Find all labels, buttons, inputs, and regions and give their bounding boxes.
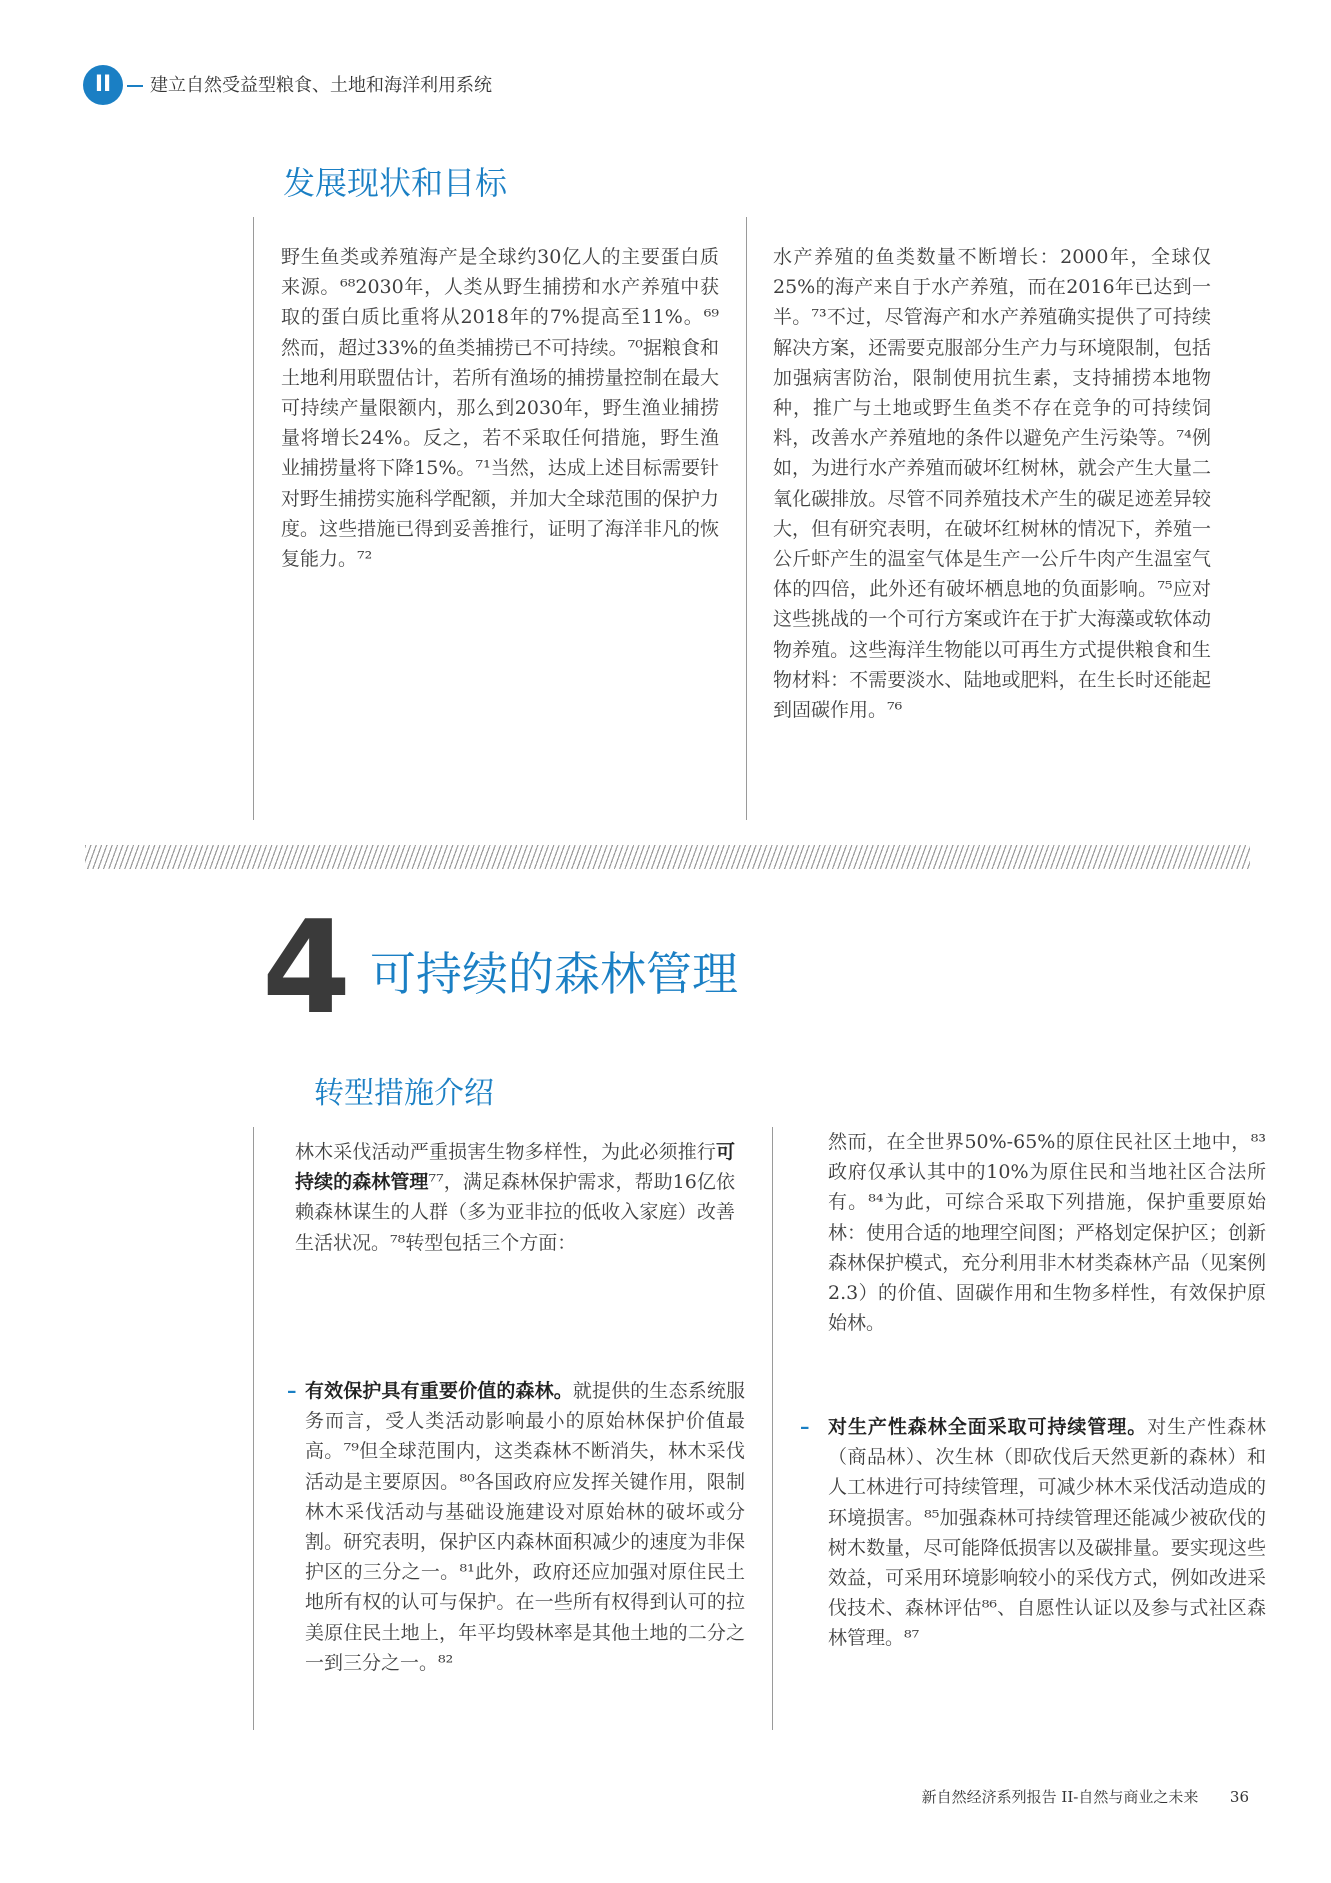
section1-right-paragraph: 水产养殖的鱼类数量不断增长：2000年，全球仅25%的海产来自于水产养殖，而在2016年已达到一半。⁷³不过，尽管海产和水产养殖确实提供了可持续解决方案，还需要克服部分生产力与环境限制，包括加强病害防治，限制使用抗生素，支持捕捞本地物种，推广与土地或野生鱼类不存在竞争的可持续饲料，改善水产养殖地的条件以避免产生污染等。⁷⁴例如，为进行水产养殖而破坏红树林，就会产生大量二氧化碳排放。尽管不同养殖技术产生的碳足迹差异较大，但有研究表明，在破坏红树林的情况下，养殖一公斤虾产生的温室气体是生产一公斤牛肉产生温室气体的四倍，此外还有破坏栖息地的负面影响。⁷⁵应对这些挑战的一个可行方案或许在于扩大海藻或软体动物养殖。这些海洋生物能以可再生方式提供粮食和生物材料：不需要淡水、陆地或肥料，在生长时还能起到固碳作用。⁷⁶ bbox=[773, 246, 1211, 722]
bullet-dash: – bbox=[800, 1416, 810, 1438]
page-number: 36 bbox=[1229, 1788, 1249, 1806]
section-badge: II bbox=[83, 65, 123, 105]
section-title-measures: 转型措施介绍 bbox=[314, 1076, 494, 1111]
bullet2-heading: 对生产性森林全面采取可持续管理。 bbox=[828, 1416, 1148, 1438]
section-title-status: 发展现状和目标 bbox=[283, 164, 508, 202]
section1-left-paragraph: 野生鱼类或养殖海产是全球约30亿人的主要蛋白质来源。⁶⁸2030年，人类从野生捕捞和水产养殖中获取的蛋白质比重将从2018年的7%提高至11%。⁶⁹然而，超过33%的鱼类捕捞已不可持续。⁷⁰据粮食和土地利用联盟估计，若所有渔场的捕捞量控制在最大可持续产量限额内，那么到2030年，野生渔业捕捞量将增长24%。反之，若不采取任何措施，野生渔业捕捞量将下降15%。⁷¹当然，达成上述目标需要针对野生捕捞实施科学配额，并加大全球范围的保护力度。这些措施已得到妥善推行，证明了海洋非凡的恢复能力。⁷² bbox=[281, 246, 719, 571]
section2-left-intro bbox=[295, 1137, 735, 1258]
intro-text-2: ⁷⁷，满足森林保护需求，帮助16亿依赖森林谋生的人群（多为亚非拉的低收入家庭）改善生活状况。⁷⁸转型包括三个方面： bbox=[295, 1171, 735, 1254]
column-divider-right-2 bbox=[772, 1127, 773, 1730]
header-divider bbox=[127, 85, 143, 87]
page-footer bbox=[922, 1786, 1249, 1807]
footer-title: 新自然经济系列报告 II-自然与商业之未来 bbox=[921, 1788, 1199, 1806]
bullet-dash: – bbox=[287, 1380, 297, 1402]
chapter-number: 4 bbox=[262, 894, 352, 1043]
column-divider-left bbox=[253, 217, 254, 820]
column-divider-left-2 bbox=[253, 1127, 254, 1730]
bullet2-text: 对生产性森林（商品林）、次生林（即砍伐后天然更新的森林）和人工林进行可持续管理，可减少林木采伐活动造成的环境损害。⁸⁵加强森林可持续管理还能减少被砍伐的树木数量，尽可能降低损害以及碳排量。要实现这些效益，可采用环境影响较小的采伐方式，例如改进采伐技术、森林评估⁸⁶、自愿性认证以及参与式社区森林管理。⁸⁷ bbox=[828, 1416, 1266, 1650]
bullet1-heading: 有效保护具有重要价值的森林。 bbox=[305, 1380, 573, 1402]
chapter-title: 可持续的森林管理 bbox=[370, 947, 738, 1001]
hatched-divider bbox=[85, 845, 1250, 869]
bullet1-text: 就提供的生态系统服务而言，受人类活动影响最小的原始林保护价值最高。⁷⁹但全球范围内，这类森林不断消失，林木采伐活动是主要原因。⁸⁰各国政府应发挥关键作用，限制林木采伐活动与基础设施建设对原始林的破坏或分割。研究表明，保护区内森林面积减少的速度为非保护区的三分之一。⁸¹此外，政府还应加强对原住民土地所有权的认可与保护。在一些所有权得到认可的拉美原住民土地上，年平均毁林率是其他土地的二分之一到三分之一。⁸² bbox=[305, 1380, 745, 1674]
running-header: 建立自然受益型粮食、土地和海洋利用系统 bbox=[150, 75, 492, 96]
bullet-protect-forests bbox=[287, 1376, 745, 1678]
section2-right-intro: 然而，在全世界50%-65%的原住民社区土地中，⁸³政府仅承认其中的10%为原住民和当地社区合法所有。⁸⁴为此，可综合采取下列措施，保护重要原始林：使用合适的地理空间图；严格划定保护区；创新森林保护模式，充分利用非木材类森林产品（见案例2.3）的价值、固碳作用和生物多样性，有效保护原始林。 bbox=[828, 1131, 1266, 1335]
intro-text-1: 林木采伐活动严重损害生物多样性，为此必须推行 bbox=[295, 1141, 716, 1163]
bullet-sustainable-management bbox=[800, 1412, 1266, 1654]
column-divider-right bbox=[746, 217, 747, 820]
intro-bold-term: 可持续的森林管理 bbox=[295, 1141, 735, 1194]
